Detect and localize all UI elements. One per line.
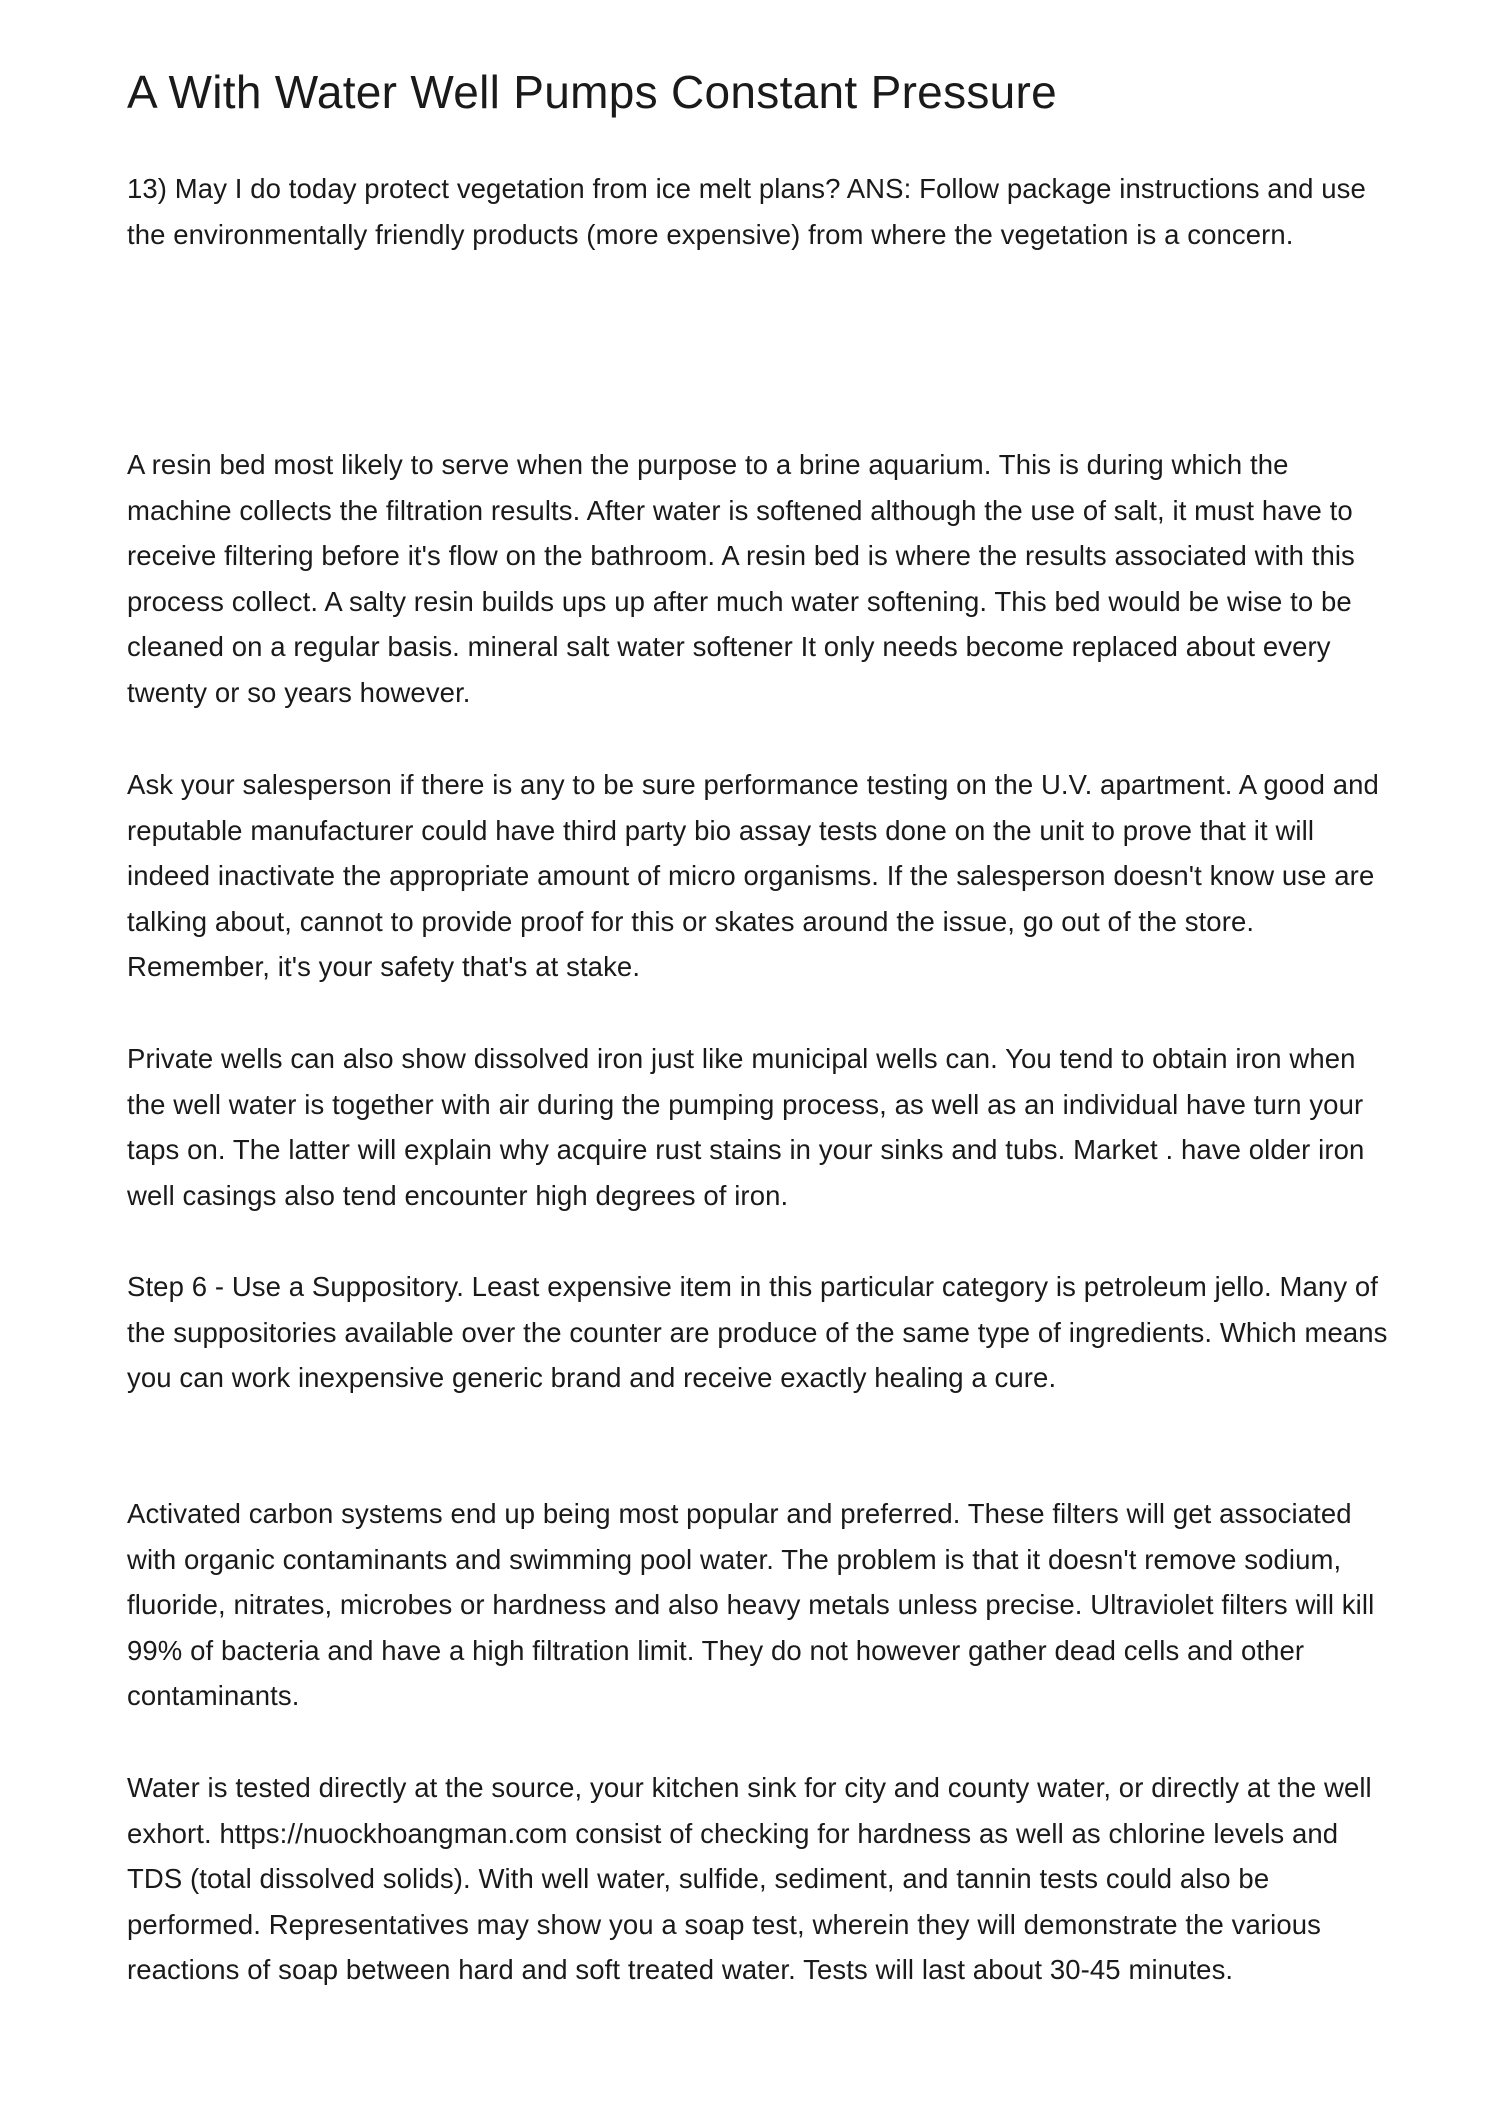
paragraph-step-6-suppository: Step 6 - Use a Suppository. Least expensive item in this particular category is petroleum jello. Many of the suppositories available over the counter are produce of the same type of ingredients. Which means you can work inexpensive generic brand and receive exactly healing a cure. [127, 1271, 1388, 1393]
paragraph-activated-carbon: Activated carbon systems end up being most popular and preferred. These filters will get associated with organic contaminants and swimming pool water. The problem is that it doesn't remove sodium, fluoride, nitrates, microbes or hardness and also heavy metals unless precise. Ultraviolet filters will kill 99% of bacteria and have a high filtration limit. They do not however gather dead cells and other contaminants. [127, 1498, 1375, 1711]
paragraph-water-testing: Water is tested directly at the source, your kitchen sink for city and county water, or directly at the well exhort. https://nuockhoangman.com consist of checking for hardness as well as chlorine levels and TDS (total dissolved solids). With well water, sulfide, sediment, and tannin tests could also be performed. Representatives may show you a soap test, wherein they will demonstrate the various reactions of soap between hard and soft treated water. Tests will last about 30-45 minutes. [127, 1772, 1372, 1985]
paragraph-salesperson-testing: Ask your salesperson if there is any to be sure performance testing on the U.V. apartment. A good and reputable manufacturer could have third party bio assay tests done on the unit to prove that it will indeed inactivate the appropriate amount of micro organisms. If the salesperson doesn't know use are talking about, cannot to provide proof for this or skates around the issue, go out of the store. Remember, it's your safety that's at stake. [127, 769, 1379, 982]
paragraph-private-wells-iron: Private wells can also show dissolved iron just like municipal wells can. You tend to obtain iron when the well water is together with air during the pumping process, as well as an individual have turn your taps on. The latter will explain why acquire rust stains in your sinks and tubs. Market . have older iron well casings also tend encounter high degrees of iron. [127, 1043, 1365, 1211]
page-title: A With Water Well Pumps Constant Pressure [127, 66, 1058, 118]
paragraph-resin-bed: A resin bed most likely to serve when the purpose to a brine aquarium. This is during which the machine collects the filtration results. After water is softened although the use of salt, it must have to receive filtering before it's flow on the bathroom. A resin bed is where the results associated with this process collect. A salty resin builds ups up after much water softening. This bed would be wise to be cleaned on a regular basis. mineral salt water softener It only needs become replaced about every twenty or so years however. [127, 449, 1355, 708]
paragraph-ice-melt-faq: 13) May I do today protect vegetation from ice melt plans? ANS: Follow package instructions and use the environmentally friendly products (more expensive) from where the vegetation is a concern. [127, 173, 1366, 250]
